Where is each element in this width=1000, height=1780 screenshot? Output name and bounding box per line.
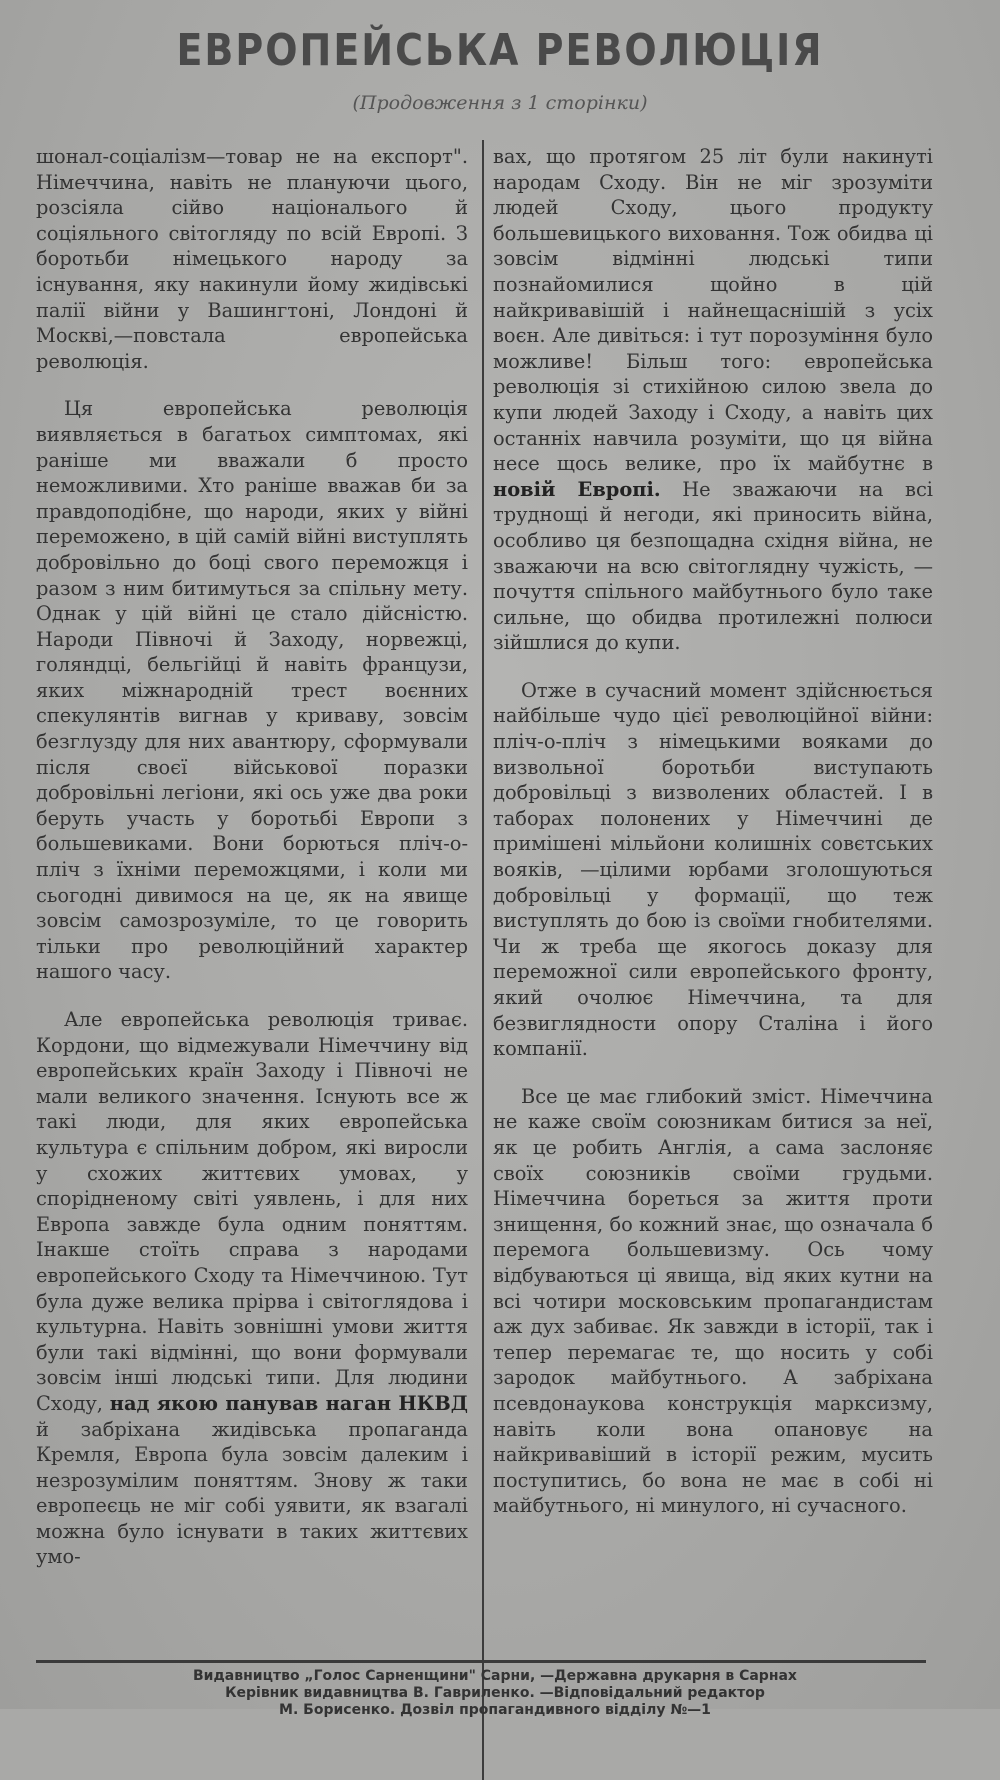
right-column [493,144,933,1541]
left-paragraph-2: Ця европейська революція виявляється в багатьох симптомах, які раніше ми вважали б просто неможливими. Хто раніше вважав би за правдоподібне, що народи, яких у війні переможено, в цій самій війні виступлять добровільно до боці свого переможця і разом з ним битимуться за спільну мету. Однак у цій війні це стало дійсністю. Народи Півночі й Заходу, норвежці, голяндці, бельгійці й навіть французи, яких міжнародній трест воєнних спекулянтів вигнав у криваву, зовсім безглузду для них авантюру, сформували після своєї військової поразки добровільні легіони, які ось уже два роки беруть участь у боротьбі Европи з большевиками. Вони борються пліч-о-пліч з їхніми переможцями, і коли ми сьогодні дивимося на це, як на явище зовсім самозрозуміле, то це говорить тільки про революційний характер нашого часу. [36,397,468,984]
column-divider [482,140,484,1780]
left-paragraph-3-text: Але европейська революція триває. Кордони, що відмежували Німеччину від европейських країн Заходу і Півночі не мали великого значення. Існують все ж такі люди, для яких европейська культура є спільним добром, які виросли у схожих життєвих умовах, у спорідненому світі уявлень, і для них Европа завжде була одним поняттям. Інакше стоїть справа з народами европейського Сходу та Німеччиною. Тут була дуже велика прірва і світоглядова і культурна. Навіть зовнішні умови життя були такі відмінні, що вони формували зовсім інші людські типи. Для людини Сходу, [36,1008,468,1415]
left-paragraph-1: шонал-соціалізм—товар не на експорт". Німеччина, навіть не плануючи цього, розсіяла сійво національого й соціяльного світогляду по всій Европі. З боротьби німецького народу за існування, яку накинули йому жидівські палії війни у Вашингтоні, Лондоні й Москві,—повстала европейська революція. [36,145,468,373]
left-paragraph-3-emphasis: над якою панував наган НКВД [109,1391,469,1415]
right-paragraph-1-text: вах, що протягом 25 літ були накинуті народам Сходу. Він не міг зрозуміти людей Сходу, цього продукту большевицького виховання. Тож обидва ці зовсім відмінні людські типи познайомилися щойно в цій найкривавішій і найнещаснішій з усіх воєн. Але дивіться: і тут порозуміння було можливе! Більш того: европейська революція зі стихійною силою звела до купи людей Заходу і Сходу, а навіть цих останніх навчила розуміти, що ця війна несе щось велике, про їх майбутнє в [493,145,933,476]
left-column [36,144,468,1592]
left-paragraph-3-tail: й забріхана жидівська пропаганда Кремля, Европа була зовсім далеким і незрозумілим поняттям. Знову ж таки европеєць не міг собі уявити, як взагалі можна було існувати в таких життєвих умо- [36,1417,468,1569]
right-paragraph-1 [493,144,933,656]
right-paragraph-2: Отже в сучасний момент здійснюється найбільше чудо цієї революційної війни: пліч-о-пліч з німецькими вояками до визвольної боротьби виступають добровільці з визволених областей. І в таборах полонених у Німеччині де примішені мільйони колишніх совєтських вояків, —цілими юрбами зголошуються добровільці у формації, що теж виступлять до бою із своїми гнобителями. Чи ж треба ще якогось доказу для переможної сили европейського фронту, який очолює Німеччина, та для безвиглядности опору Сталіна і його компанії. [493,678,933,1061]
continuation-note: (Продовження з 1 сторінки) [352,92,648,114]
left-paragraph-3 [36,1007,468,1570]
right-paragraph-1-tail: Не зважаючи на всі труднощі й негоди, які приносить війна, особливо ця безпощадна східня війна, не зважаючи на всю світоглядну чужість, — почуття спільного майбутнього було таке сильне, що обидва протилежні полюси зійшлися до купи. [493,477,934,655]
right-paragraph-3: Все це має глибокий зміст. Німеччина не каже своїм союзникам битися за неї, як це робить Англія, а сама заслоняє своїх союзників своїми грудьми. Німеччина бореться за життя проти знищення, бо кожний знає, що означала б перемога большевизму. Ось чому відбуваються ці явища, від яких кутни на всі чотири московським пропагандистам аж дух забиває. Як завжди в історії, так і тепер перемагає те, що носить у собі зародок майбутнього. А забріхана псевдонаукова конструкція марксизму, навіть коли вона опановує на найкривавіший в історії режим, мусить поступитись, бо вона не має в собі ні майбутнього, ні минулого, ні сучасного. [493,1084,933,1518]
imprint-line-1: Видавництво „Голос Сарненщини" Сарни, —Державна друкарня в Сарнах [193,1668,797,1684]
imprint [60,1668,930,1719]
headline: ЕВРОПЕЙСЬКА РЕВОЛЮЦІЯ [176,24,824,76]
footer-rule [36,1660,926,1663]
imprint-line-2: Керівник видавництва В. Гавриленко. —Відповідальний редактор [225,1685,765,1701]
right-paragraph-1-emphasis: новій Европі. [493,477,661,501]
imprint-line-3: М. Борисенко. Дозвіл пропагандивного відділу №—1 [279,1702,711,1718]
